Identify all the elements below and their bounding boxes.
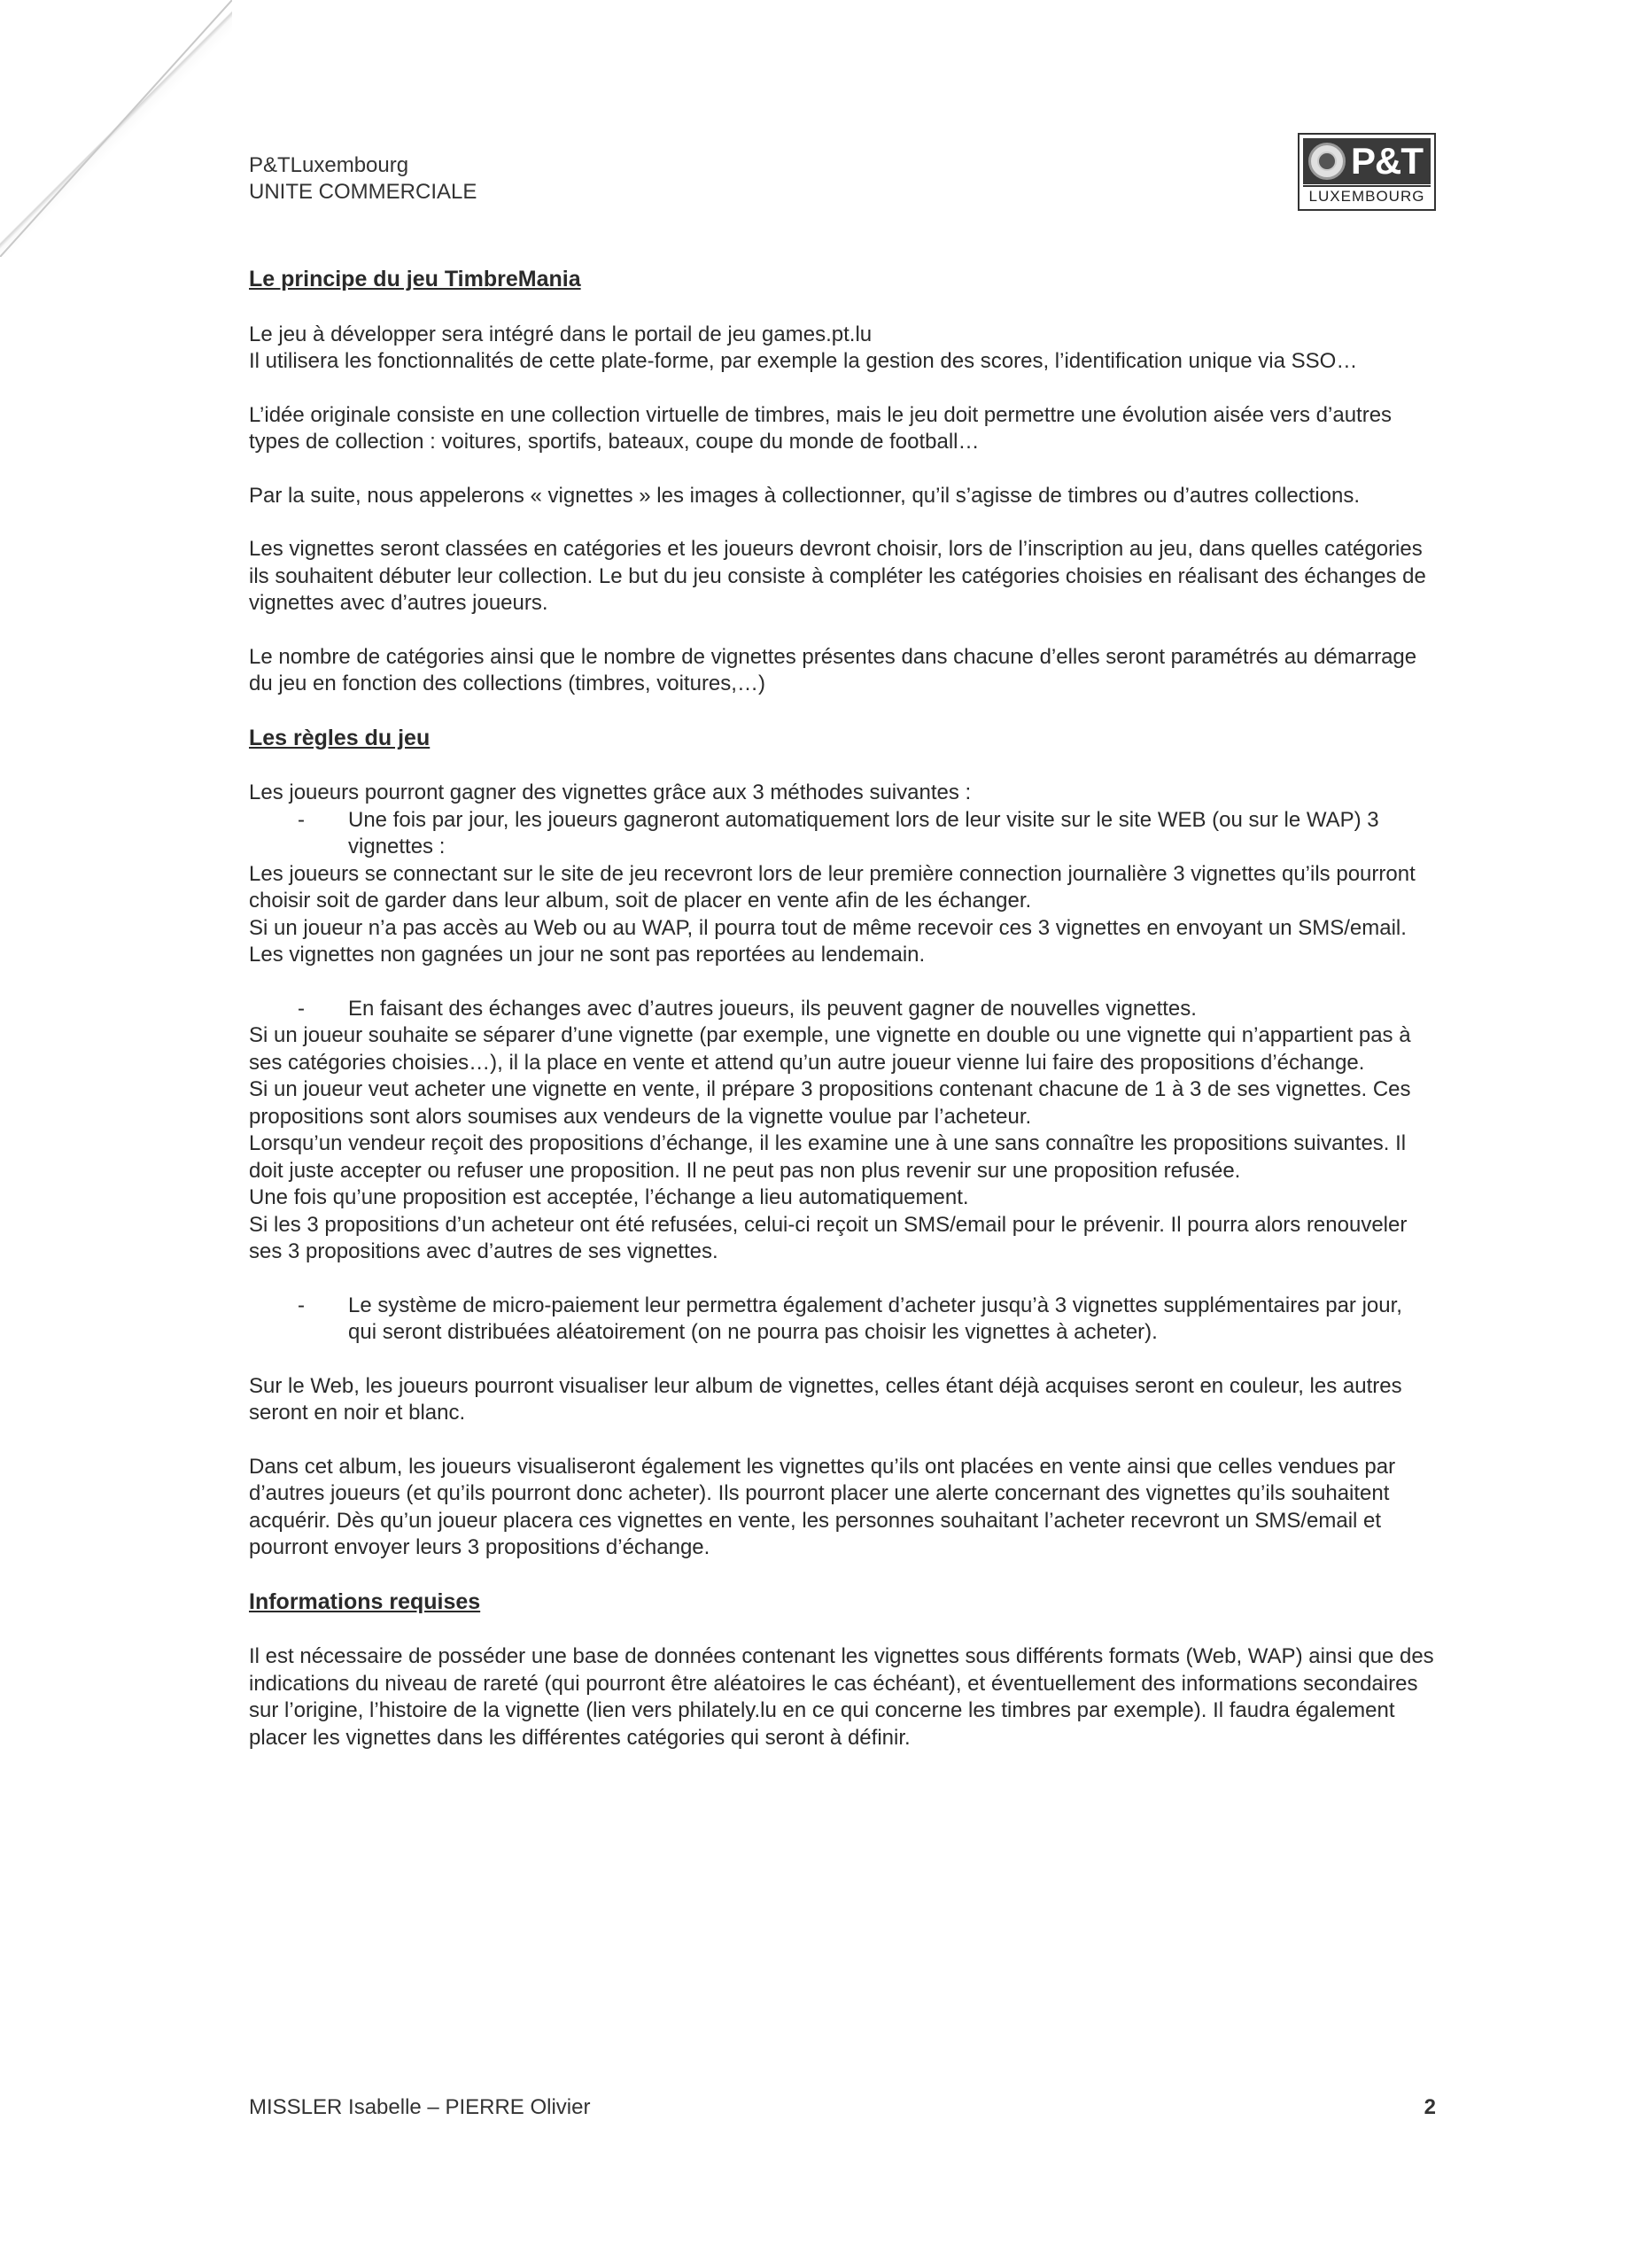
list-item [249, 996, 1436, 1023]
paragraph: Les joueurs se connectant sur le site de jeu recevront lors de leur première connection journalière 3 vignettes qu’ils pourront choisir soit de garder dans leur album, soit de placer en vente afin de les échanger. [249, 861, 1416, 913]
header-organization [249, 152, 477, 206]
paragraph: Si un joueur n’a pas accès au Web ou au WAP, il pourra tout de même recevoir ces 3 vignettes en envoyant un SMS/email. [249, 915, 1407, 940]
section-title-informations: Informations requises [249, 1588, 481, 1614]
page-corner-edge [0, 0, 232, 257]
bullet-text: Le système de micro-paiement leur permettra également d’acheter jusqu’à 3 vignettes supplémentaires par jour, qui seront distribuées aléatoirement (on ne pourra pas choisir les vignettes à acheter). [348, 1293, 1402, 1344]
pt-luxembourg-logo [1298, 133, 1436, 211]
document-body [249, 266, 1436, 1751]
paragraph: Les vignettes seront classées en catégories et les joueurs devront choisir, lors de l’inscription au jeu, dans quelles catégories ils souhaitent débuter leur collection. Le but du jeu consiste à compléter les catégories choisies en réalisant des échanges de vignettes avec d’autres joueurs. [249, 537, 1426, 615]
footer-authors: MISSLER Isabelle – PIERRE Olivier [249, 2095, 591, 2119]
paragraph: Par la suite, nous appelerons « vignettes » les images à collectionner, qu’il s’agisse de timbres ou d’autres collections. [249, 483, 1361, 508]
paragraph: Il utilisera les fonctionnalités de cette plate-forme, par exemple la gestion des scores, l’identification unique via SSO… [249, 349, 1358, 373]
logo-top-band [1303, 138, 1431, 184]
section-title-principe: Le principe du jeu TimbreMania [249, 267, 581, 291]
emblem-icon [1308, 143, 1346, 180]
paragraph: Il est nécessaire de posséder une base de données contenant les vignettes sous différents formats (Web, WAP) ainsi que des indications du niveau de rareté (qui pourront être aléatoires le cas échéant), et éventuellement des informations secondaires sur l’origine, l’histoire de la vignette (lien vers philately.lu en ce qui concerne les timbres par exemple). Il faudra également placer les vignettes dans les différentes catégories qui seront à définir. [249, 1644, 1434, 1750]
logo-subtext: LUXEMBOURG [1303, 185, 1431, 206]
bullet-dash: - [298, 1293, 305, 1317]
paragraph: Le nombre de catégories ainsi que le nombre de vignettes présentes dans chacune d’elles seront paramétrés au démarrage du jeu en fonction des collections (timbres, voitures,…) [249, 644, 1417, 695]
paragraph: Les joueurs pourront gagner des vignettes grâce aux 3 méthodes suivantes : [249, 781, 972, 804]
logo-text: P&T [1351, 140, 1423, 182]
page-number: 2 [1424, 2095, 1436, 2119]
bullet-text: Une fois par jour, les joueurs gagneront automatiquement lors de leur visite sur le site WEB (ou sur le WAP) 3 vignettes : [348, 807, 1379, 858]
bullet-dash: - [298, 807, 305, 832]
bullet-text: En faisant des échanges avec d’autres joueurs, ils peuvent gagner de nouvelles vignettes. [348, 996, 1197, 1021]
paragraph: L’idée originale consiste en une collection virtuelle de timbres, mais le jeu doit permettre une évolution aisée vers d’autres types de collection : voitures, sportifs, bateaux, coupe du monde de football… [249, 402, 1393, 454]
paragraph: Lorsqu’un vendeur reçoit des propositions d’échange, il les examine une à une sans connaître les propositions suivantes. Il doit juste accepter ou refuser une proposition. Il ne peut pas non plus revenir sur une proposition refusée. [249, 1131, 1407, 1183]
header-org-unit: UNITE COMMERCIALE [249, 180, 477, 204]
paragraph: Si un joueur veut acheter une vignette en vente, il prépare 3 propositions contenant chacune de 1 à 3 de ses vignettes. Ces propositions sont alors soumises aux vendeurs de la vignette voulue par l’acheteur. [249, 1077, 1411, 1129]
paragraph: Sur le Web, les joueurs pourront visualiser leur album de vignettes, celles étant déjà acquises seront en couleur, les autres seront en noir et blanc. [249, 1373, 1402, 1425]
paragraph: Les vignettes non gagnées un jour ne sont pas reportées au lendemain. [249, 943, 926, 967]
paragraph: Si les 3 propositions d’un acheteur ont été refusées, celui-ci reçoit un SMS/email pour le prévenir. Il pourra alors renouveler ses 3 propositions avec d’autres de ses vignettes. [249, 1212, 1408, 1263]
paragraph: Si un joueur souhaite se séparer d’une vignette (par exemple, une vignette en double ou une vignette qui n’appartient pas à ses catégories choisies…), il la place en vente et attend qu’un autre joueur vienne lui faire des propositions d’échange. [249, 1023, 1411, 1075]
paragraph: Une fois qu’une proposition est acceptée, l’échange a lieu automatiquement. [249, 1185, 969, 1209]
list-item [249, 1293, 1436, 1347]
section-title-regles: Les règles du jeu [249, 725, 431, 750]
header-org-name: P&TLuxembourg [249, 153, 409, 177]
page-footer [249, 2094, 1436, 2121]
bullet-dash: - [298, 996, 305, 1021]
paragraph: Le jeu à développer sera intégré dans le portail de jeu games.pt.lu [249, 322, 873, 346]
list-item [249, 807, 1436, 861]
paragraph: Dans cet album, les joueurs visualiseront également les vignettes qu’ils ont placées en vente ainsi que celles vendues par d’autres joueurs (et qu’ils pourront donc acheter). Ils pourront placer une alerte concernant des vignettes qu’ils souhaitent acquérir. Dès qu’un joueur placera ces vignettes en vente, les personnes souhaitant l’acheter recevront un SMS/email et pourront envoyer leurs 3 propositions d’échange. [249, 1454, 1396, 1559]
